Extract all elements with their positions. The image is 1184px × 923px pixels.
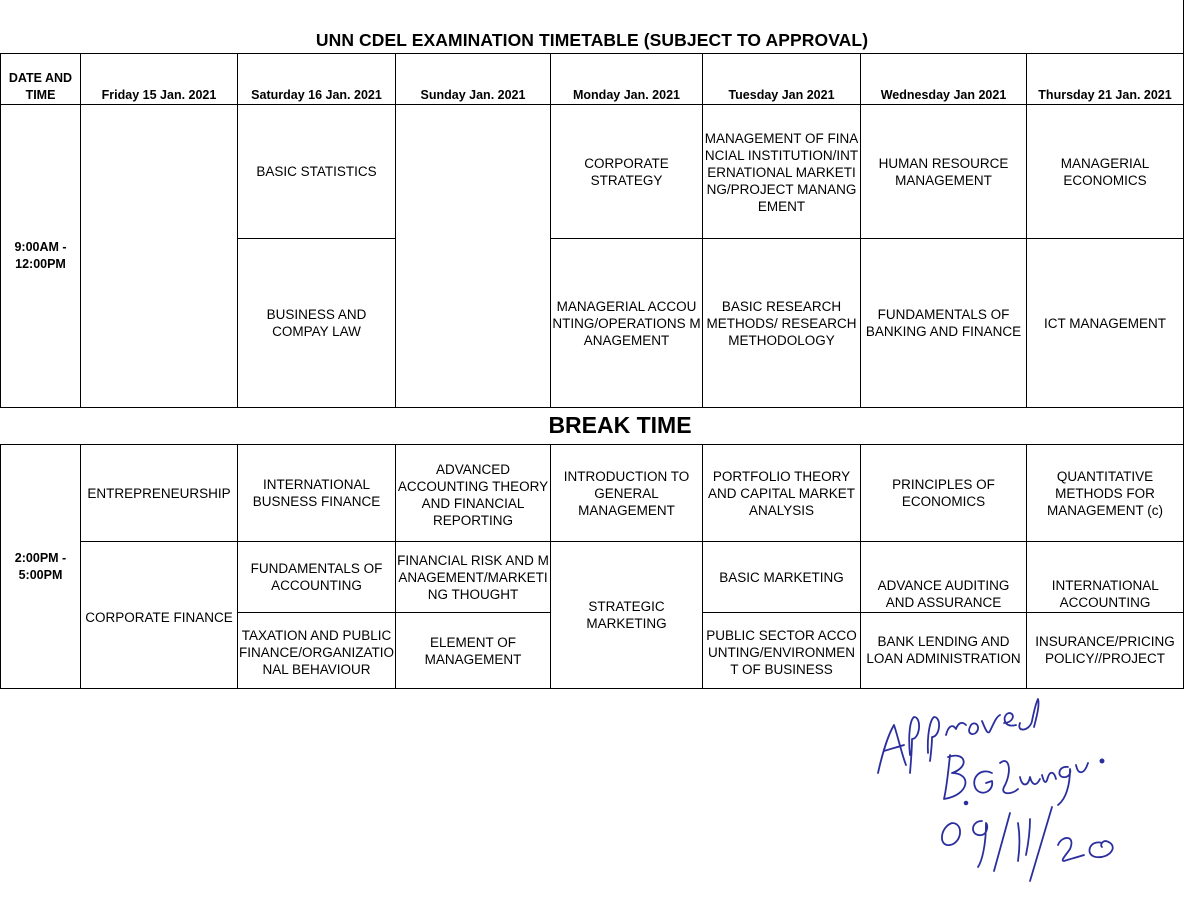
exam-public-sector-accounting: PUBLIC SECTOR ACCOUNTING/ENVIRONMENT OF BUSINESS (706, 628, 857, 677)
exam-corporate-finance: CORPORATE FINANCE (85, 609, 233, 625)
signature-date-stroke (1018, 823, 1020, 861)
header-friday: Friday 15 Jan. 2021 (101, 88, 217, 102)
morning-time-slot: 9:00AM - 12:00PM (14, 240, 67, 271)
exam-basic-marketing: BASIC MARKETING (719, 569, 844, 585)
signature-date-stroke (942, 823, 960, 845)
signature-name-stroke (1020, 777, 1040, 785)
exam-taxation-public-finance: TAXATION AND PUBLIC FINANCE/ORGANIZATIONAL BEHAVIOUR (239, 628, 395, 677)
exam-international-accounting: INTERNATIONAL ACCOUNTING (1051, 578, 1159, 610)
signature-name-stroke (1000, 761, 1018, 793)
exam-international-business-finance: INTERNATIONAL BUSNESS FINANCE (252, 477, 381, 509)
page-title: UNN CDEL EXAMINATION TIMETABLE (SUBJECT TO APPROVAL) (315, 30, 869, 50)
exam-element-of-management: ELEMENT OF MANAGEMENT (424, 634, 522, 667)
signature-approved-stroke (982, 715, 1000, 733)
exam-advanced-accounting-theory: ADVANCED ACCOUNTING THEORY AND FINANCIAL REPORTING (397, 462, 549, 528)
exam-managerial-economics: MANAGERIAL ECONOMICS (1060, 155, 1150, 188)
signature-date-stroke (1026, 819, 1030, 855)
exam-bank-lending: BANK LENDING AND LOAN ADMINISTRATION (866, 634, 1021, 666)
header-sunday: Sunday Jan. 2021 (420, 88, 526, 102)
signature-dot (965, 802, 968, 805)
header-thursday: Thursday 21 Jan. 2021 (1038, 88, 1172, 102)
exam-entrepreneurship: ENTREPRENEURSHIP (87, 485, 231, 501)
header-wednesday: Wednesday Jan 2021 (880, 88, 1007, 102)
signature-dot (1100, 759, 1103, 762)
signature-approved-stroke (946, 723, 966, 735)
signature-date-stroke (1058, 838, 1084, 861)
header-date-time: DATE AND TIME (8, 71, 73, 102)
signature-name-stroke (944, 755, 965, 799)
signature-approved-stroke (969, 723, 978, 734)
exam-insurance-pricing-policy: INSURANCE/PRICING POLICY//PROJECT (1035, 634, 1175, 666)
header-saturday: Saturday 16 Jan. 2021 (251, 88, 382, 102)
exam-managerial-accounting: MANAGERIAL ACCOUNTING/OPERATIONS MANAGEMENT (552, 298, 701, 348)
signature-date-stroke (1089, 841, 1112, 857)
exam-quantitative-methods: QUANTITATIVE METHODS FOR MANAGEMENT (c) (1046, 468, 1163, 518)
exam-ict-management: ICT MANAGEMENT (1043, 315, 1166, 331)
approval-signature (870, 695, 1140, 895)
signature-approved-stroke (878, 725, 906, 773)
exam-fundamentals-banking-finance: FUNDAMENTALS OF BANKING AND FINANCE (865, 307, 1022, 339)
signature-name-stroke (1076, 763, 1088, 772)
exam-advance-auditing: ADVANCE AUDITING AND ASSURANCE (877, 578, 1010, 610)
exam-management-financial-institution: MANAGEMENT OF FINANCIAL INSTITUTION/INTERNATIONAL MARKETING/PROJECT MANANGEMENT (704, 131, 859, 214)
signature-name-stroke (1058, 767, 1070, 805)
exam-intro-general-management: INTRODUCTION TO GENERAL MANAGEMENT (563, 468, 690, 518)
break-time-banner: BREAK TIME (548, 412, 692, 438)
exam-corporate-strategy: CORPORATE STRATEGY (584, 155, 669, 188)
signature-name-stroke (1042, 773, 1056, 782)
exam-financial-risk-management: FINANCIAL RISK AND MANAGEMENT/MARKETING THOUGHT (397, 552, 549, 602)
afternoon-time-slot: 2:00PM - 5:00PM (14, 550, 67, 582)
signature-approved-stroke (1004, 713, 1016, 726)
exam-principles-of-economics: PRINCIPLES OF ECONOMICS (892, 477, 995, 509)
signature-approved-stroke (928, 717, 939, 761)
signature-date-stroke (1030, 807, 1052, 881)
signature-name-stroke (974, 771, 992, 792)
header-monday: Monday Jan. 2021 (573, 88, 680, 102)
exam-fundamentals-accounting: FUNDAMENTALS OF ACCOUNTING (250, 561, 383, 593)
signature-date-stroke (994, 813, 1010, 871)
exam-portfolio-theory: PORTFOLIO THEORY AND CAPITAL MARKET ANALYSIS (707, 468, 856, 518)
exam-strategic-marketing: STRATEGIC MARKETING (586, 599, 667, 631)
exam-basic-research-methods: BASIC RESEARCH METHODS/ RESEARCH METHODOLOGY (706, 298, 857, 348)
exam-basic-statistics: BASIC STATISTICS (256, 164, 377, 179)
exam-human-resource-management: HUMAN RESOURCE MANAGEMENT (878, 155, 1009, 188)
exam-business-company-law: BUSINESS AND COMPAY LAW (266, 307, 367, 339)
header-tuesday: Tuesday Jan 2021 (728, 88, 835, 102)
signature-approved-stroke (1019, 699, 1038, 730)
signature-date-stroke (973, 821, 987, 867)
signature-approved-stroke (909, 717, 919, 773)
